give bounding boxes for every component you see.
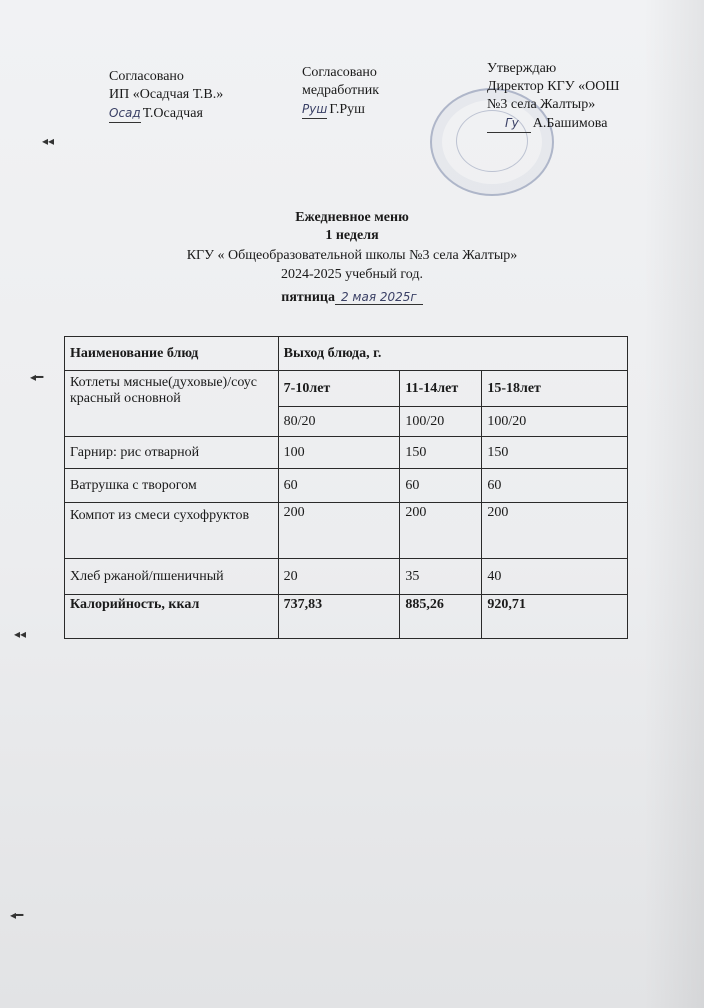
dish-cell: Котлеты мясные(духовые)/соус красный основной xyxy=(65,371,279,437)
academic-year: 2024-2025 учебный год. xyxy=(280,267,424,282)
dish-cell: Ватрушка с творогом xyxy=(65,469,279,503)
menu-day: пятница xyxy=(281,290,335,305)
punch-hole-mark: ◂◂ xyxy=(42,134,55,148)
menu-day-line xyxy=(0,288,704,307)
approval-name: Т.Осадчая xyxy=(142,106,203,121)
table-header-row xyxy=(65,337,628,371)
value-cell: 40 xyxy=(482,559,628,595)
dish-cell: Гарнир: рис отварной xyxy=(65,437,279,469)
value-cell: 60 xyxy=(482,469,628,503)
signature: Гу xyxy=(487,114,531,133)
value-cell: 80/20 xyxy=(278,407,400,437)
punch-hole-mark: ◂━ xyxy=(10,908,24,922)
value-cell: 20 xyxy=(278,559,400,595)
menu-week: 1 неделя xyxy=(325,228,379,243)
signature: Осад xyxy=(109,104,141,123)
total-label: Калорийность, ккал xyxy=(65,595,279,639)
age-header: 15-18лет xyxy=(482,371,628,407)
school-name: КГУ « Общеобразовательной школы №3 села Жалтыр» xyxy=(186,248,518,263)
value-cell: 100/20 xyxy=(400,407,482,437)
age-header: 11-14лет xyxy=(400,371,482,407)
value-cell: 60 xyxy=(278,469,400,503)
menu-title: Ежедневное меню xyxy=(295,210,409,225)
approval-org: медработник xyxy=(302,83,380,98)
table-row xyxy=(65,437,628,469)
signature: Руш xyxy=(302,100,327,119)
menu-table xyxy=(64,336,628,639)
approval-title: Согласовано xyxy=(109,69,184,84)
value-cell: 100 xyxy=(278,437,400,469)
approval-name: А.Башимова xyxy=(532,116,608,131)
value-cell: 200 xyxy=(400,503,482,559)
value-cell: 200 xyxy=(482,503,628,559)
approval-block-entrepreneur xyxy=(109,68,223,123)
header-dish: Наименование блюд xyxy=(65,337,279,371)
value-cell: 60 xyxy=(400,469,482,503)
value-cell: 100/20 xyxy=(482,407,628,437)
page-shadow xyxy=(644,0,704,1008)
table-row xyxy=(65,503,628,559)
approval-org-2: №3 села Жалтыр» xyxy=(487,97,596,112)
punch-hole-mark: ◂◂ xyxy=(14,627,27,641)
table-row xyxy=(65,469,628,503)
punch-hole-mark: ◂━ xyxy=(30,370,44,384)
dish-cell: Хлеб ржаной/пшеничный xyxy=(65,559,279,595)
approval-block-medic xyxy=(302,64,379,119)
table-row xyxy=(65,559,628,595)
value-cell: 35 xyxy=(400,559,482,595)
approval-block-director xyxy=(487,60,620,133)
approval-org: ИП «Осадчая Т.В.» xyxy=(109,87,224,102)
header-yield: Выход блюда, г. xyxy=(278,337,627,371)
total-value: 737,83 xyxy=(278,595,400,639)
total-value: 920,71 xyxy=(482,595,628,639)
approval-org: Директор КГУ «ООШ xyxy=(487,79,620,94)
approval-name: Г.Руш xyxy=(329,102,365,117)
value-cell: 150 xyxy=(482,437,628,469)
approval-title: Утверждаю xyxy=(487,61,557,76)
approval-title: Согласовано xyxy=(302,65,377,80)
handwritten-date: 2 мая 2025г xyxy=(335,290,423,305)
table-total-row xyxy=(65,595,628,639)
value-cell: 200 xyxy=(278,503,400,559)
total-value: 885,26 xyxy=(400,595,482,639)
value-cell: 150 xyxy=(400,437,482,469)
table-row xyxy=(65,371,628,407)
dish-cell: Компот из смеси сухофруктов xyxy=(65,503,279,559)
age-header: 7-10лет xyxy=(278,371,400,407)
